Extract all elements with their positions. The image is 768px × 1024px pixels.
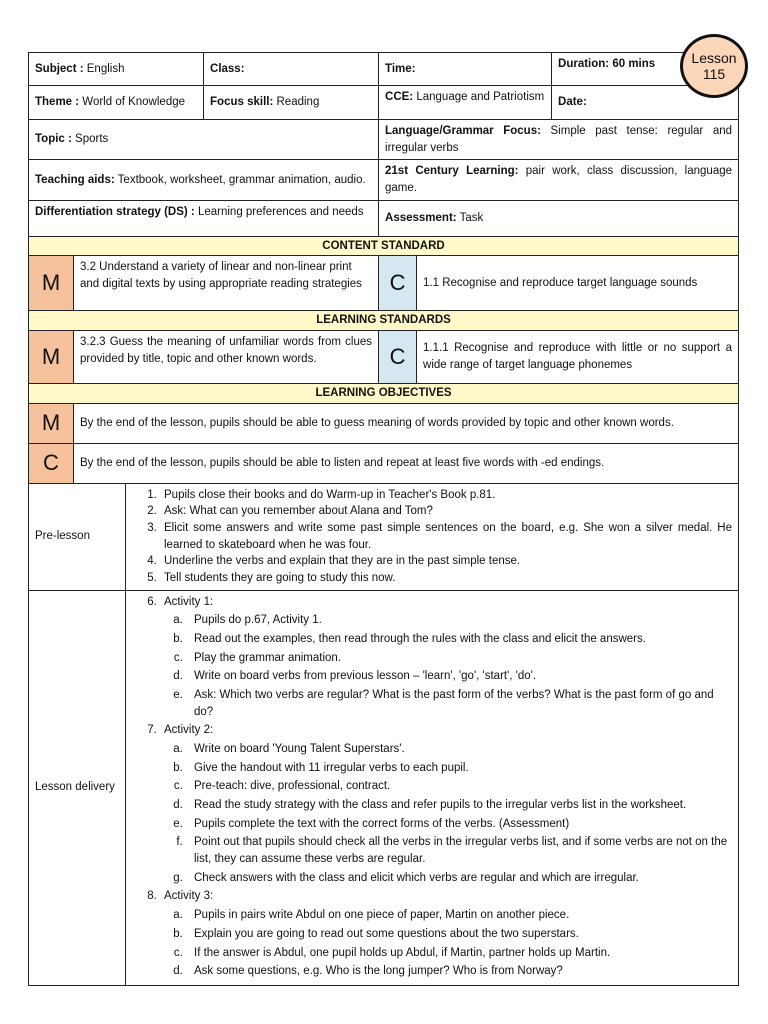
pre-lesson-row [29, 483, 739, 590]
header-row-theme [29, 86, 739, 120]
learning-objectives-m-text: By the end of the lesson, pupils should be able to guess meaning of words provided by topic and other known words. [74, 403, 739, 443]
lesson-number-badge [680, 34, 748, 98]
assessment-cell: Assessment: Task [379, 200, 739, 236]
lesson-delivery-label: Lesson delivery [29, 590, 126, 985]
content-standard-m-text: 3.2 Understand a variety of linear and non-linear print and digital texts by using appropriate reading strategies [74, 256, 379, 311]
date-cell: Date: [552, 86, 739, 120]
learning-standards-c-text: 1.1.1 Recognise and reproduce with little or no support a wide range of target language phonemes [417, 331, 739, 384]
focus-skill-cell: Focus skill: Reading [204, 86, 379, 120]
activity-2 [160, 722, 732, 886]
lesson-badge-number: 115 [702, 66, 726, 82]
learning-standards-row [29, 331, 739, 384]
theme-cell: Theme : World of Knowledge [29, 86, 204, 120]
lesson-delivery-row [29, 590, 739, 985]
learning-standards-c-label: C [379, 331, 417, 384]
learning-objectives-heading: LEARNING OBJECTIVES [29, 384, 739, 404]
activity-2-title: Activity 2: [164, 724, 214, 737]
list-item: 1. Pupils close their books and do Warm-up in Teacher's Book p.81. [160, 487, 732, 504]
list-item: c. Pre-teach: dive, professional, contract. [186, 778, 732, 795]
learning-objectives-m-label: M [29, 403, 74, 443]
learning-objectives-m-row [29, 403, 739, 443]
cce-cell: CCE: Language and Patriotism [379, 86, 552, 120]
list-item: a. Pupils in pairs write Abdul on one piece of paper, Martin on another piece. [186, 907, 732, 924]
learning-objectives-heading-row [29, 384, 739, 404]
learning-objectives-c-label: C [29, 443, 74, 483]
list-item: d. Write on board verbs from previous lesson – 'learn', 'go', 'start', 'do'. [186, 668, 732, 685]
activity-1-title: Activity 1: [164, 595, 214, 608]
list-item: e. Ask: Which two verbs are regular? What is the past form of the verbs? What is the past form of go and do? [186, 687, 732, 720]
lesson-badge-label: Lesson [691, 49, 737, 66]
learning-standards-m-text: 3.2.3 Guess the meaning of unfamiliar words from clues provided by title, topic and other known words. [74, 331, 379, 384]
list-item: a. Write on board 'Young Talent Superstars'. [186, 741, 732, 758]
pre-lesson-label: Pre-lesson [29, 483, 126, 590]
content-standard-heading: CONTENT STANDARD [29, 236, 739, 256]
learning-standards-m-label: M [29, 331, 74, 384]
list-item: b. Explain you are going to read out some questions about the two superstars. [186, 926, 732, 943]
list-item: 3. Elicit some answers and write some past simple sentences on the board, e.g. She won a silver medal. He learned to skateboard when he was four. [160, 520, 732, 553]
list-item: f. Point out that pupils should check all the verbs in the irregular verbs list, and if some verbs are not on the list, they can assume these verbs are regular. [186, 834, 732, 867]
list-item: 4. Underline the verbs and explain that they are in the past simple tense. [160, 553, 732, 570]
content-standard-heading-row [29, 236, 739, 256]
list-item: g. Check answers with the class and elicit which verbs are regular and which are irregular. [186, 870, 732, 887]
duration-cell: Duration: 60 mins [552, 53, 739, 86]
header-row-topic [29, 120, 739, 160]
content-standard-c-text: 1.1 Recognise and reproduce target language sounds [417, 256, 739, 311]
list-item: b. Give the handout with 11 irregular verbs to each pupil. [186, 760, 732, 777]
learning-objectives-c-row [29, 443, 739, 483]
list-item: e. Pupils complete the text with the correct forms of the verbs. (Assessment) [186, 816, 732, 833]
activity-1 [160, 594, 732, 721]
learning-standards-heading: LEARNING STANDARDS [29, 311, 739, 331]
content-standard-c-label: C [379, 256, 417, 311]
grammar-focus-cell: Language/Grammar Focus: Simple past tense: regular and irregular verbs [379, 120, 739, 160]
learning-objectives-c-text: By the end of the lesson, pupils should be able to listen and repeat at least five words with -ed endings. [74, 443, 739, 483]
list-item: 2. Ask: What can you remember about Alana and Tom? [160, 503, 732, 520]
topic-cell: Topic : Sports [29, 120, 379, 160]
header-row-ds [29, 200, 739, 236]
learning-standards-heading-row [29, 311, 739, 331]
class-cell: Class: [204, 53, 379, 86]
list-item: a. Pupils do p.67, Activity 1. [186, 612, 732, 629]
list-item: 5. Tell students they are going to study this now. [160, 570, 732, 587]
subject-cell: Subject : English [29, 53, 204, 86]
list-item: d. Ask some questions, e.g. Who is the long jumper? Who is from Norway? [186, 963, 732, 980]
differentiation-cell: Differentiation strategy (DS) : Learning preferences and needs [29, 200, 379, 236]
header-row-aids [29, 160, 739, 200]
activity-3-title: Activity 3: [164, 890, 214, 903]
teaching-aids-cell: Teaching aids: Textbook, worksheet, grammar animation, audio. [29, 160, 379, 200]
content-standard-row [29, 256, 739, 311]
list-item: b. Read out the examples, then read through the rules with the class and elicit the answers. [186, 631, 732, 648]
list-item: c. Play the grammar animation. [186, 650, 732, 667]
header-row-subject [29, 53, 739, 86]
content-standard-m-label: M [29, 256, 74, 311]
21st-century-cell: 21st Century Learning: pair work, class discussion, language game. [379, 160, 739, 200]
list-item: d. Read the study strategy with the class and refer pupils to the irregular verbs list in the worksheet. [186, 797, 732, 814]
pre-lesson-steps [126, 483, 739, 590]
time-cell: Time: [379, 53, 552, 86]
lesson-plan-table [28, 49, 739, 986]
lesson-plan [28, 49, 738, 986]
list-item: c. If the answer is Abdul, one pupil holds up Abdul, if Martin, partner holds up Martin. [186, 945, 732, 962]
lesson-delivery-steps [126, 590, 739, 985]
activity-3 [160, 888, 732, 979]
